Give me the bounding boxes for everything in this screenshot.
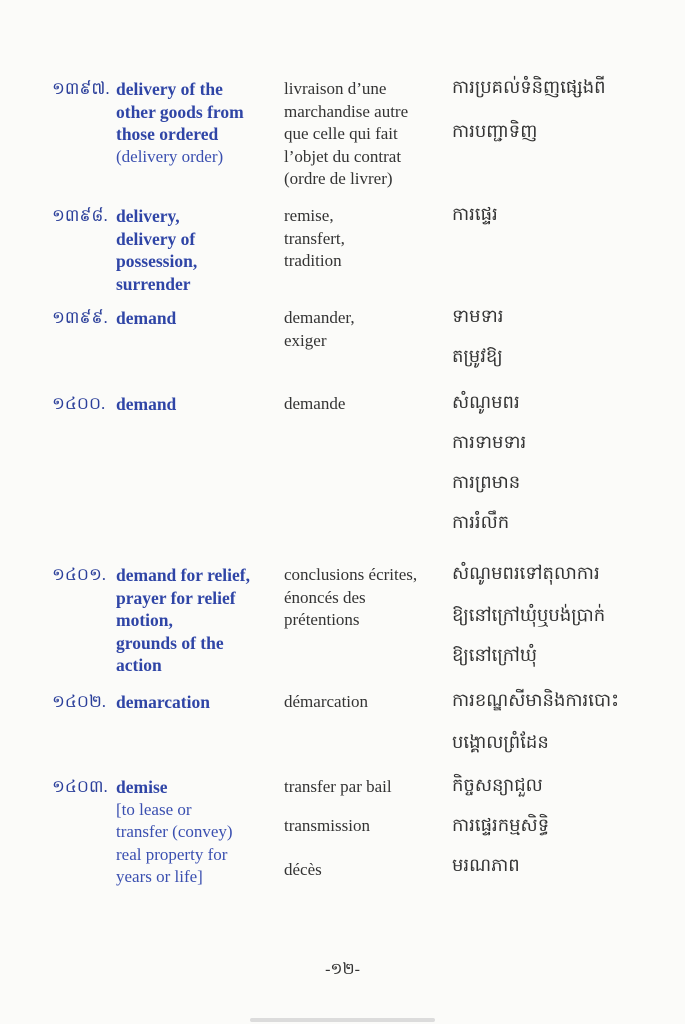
khmer-column xyxy=(452,70,677,150)
khmer-column xyxy=(452,683,677,761)
khmer-term: សំណូមពរទៅតុលាការ xyxy=(452,563,600,584)
french-column xyxy=(284,307,449,352)
entry-number: ១៣៩៧. xyxy=(52,79,110,98)
english-column xyxy=(116,564,281,677)
entry-number: ១៤០២. xyxy=(52,692,107,711)
french-column xyxy=(284,205,449,273)
french-column xyxy=(284,78,449,191)
entry-number: ១៣៩៨. xyxy=(52,206,108,225)
english-column xyxy=(116,776,281,889)
english-term: demand xyxy=(116,394,177,414)
page-number: -១២- xyxy=(325,961,360,978)
khmer-term: ឱ្យនៅក្រៅឃុំ xyxy=(452,645,537,666)
english-term: demarcation xyxy=(116,692,210,712)
french-term: transfer par bail xyxy=(284,777,392,796)
french-column xyxy=(284,691,449,714)
french-column xyxy=(284,393,449,416)
entry-number: ១៣៩៩. xyxy=(52,308,108,327)
english-column xyxy=(116,78,281,168)
french-column xyxy=(284,776,449,882)
khmer-term: ការរំលឹក xyxy=(452,512,510,533)
entry-number: ១៤០០. xyxy=(52,394,106,413)
khmer-column xyxy=(452,299,677,375)
french-term: conclusions écrites, énoncés des prétentions xyxy=(284,565,418,629)
french-term: transmission xyxy=(284,815,370,835)
khmer-term: ការទាមទារ xyxy=(452,432,527,453)
english-term: demise xyxy=(116,777,168,797)
french-column xyxy=(284,564,449,632)
english-term: demand xyxy=(116,308,177,328)
english-term: delivery, delivery of possession, surrender xyxy=(116,206,198,294)
entry-number: ១៤០៣. xyxy=(52,777,108,796)
english-term: delivery of the other goods from those ordered xyxy=(116,79,244,144)
khmer-term: ការខណ្ឌសីមានិងការបោះ xyxy=(452,690,619,711)
english-note: (delivery order) xyxy=(116,146,224,166)
french-term: décès xyxy=(284,860,322,879)
khmer-term: ការព្រមាន xyxy=(452,472,521,493)
khmer-term: ការប្រគល់ទំនិញផ្សេងពី xyxy=(452,77,606,98)
entry-number: ១៤០១. xyxy=(52,565,107,584)
english-term: demand for relief, prayer for relief motion, grounds of the action xyxy=(116,565,250,675)
french-term: remise, transfert, tradition xyxy=(284,206,345,270)
french-term: demander, exiger xyxy=(284,308,355,350)
khmer-term: ការផ្ទេរកម្មសិទ្ធិ xyxy=(452,815,550,836)
english-note: [to lease or transfer (convey) real property for years or life] xyxy=(116,799,233,886)
english-column xyxy=(116,393,281,416)
khmer-column xyxy=(452,556,677,674)
khmer-term: ការផ្ទេរ xyxy=(452,204,498,225)
french-term: démarcation xyxy=(284,692,369,711)
english-column xyxy=(116,205,281,295)
khmer-term: ឱ្យនៅក្រៅឃុំឬបង់ប្រាក់ xyxy=(452,605,606,626)
scan-edge-mark xyxy=(250,1018,435,1022)
khmer-term: សំណូមពរ xyxy=(452,392,520,413)
english-column xyxy=(116,307,281,330)
khmer-term: មរណភាព xyxy=(452,855,520,876)
french-term: livraison d’une marchandise autre que celle qui fait l’objet du contrat (ordre de livrer) xyxy=(284,79,409,188)
khmer-term: ទាមទារ xyxy=(452,306,504,327)
french-term: demande xyxy=(284,394,346,413)
khmer-column xyxy=(452,768,677,884)
khmer-column xyxy=(452,385,677,541)
khmer-column xyxy=(452,197,677,233)
khmer-term: ការបញ្ជាទិញ xyxy=(452,121,538,142)
khmer-term: តម្រូវឱ្យ xyxy=(452,346,503,367)
khmer-term: បង្គោលព្រំដែន xyxy=(452,732,549,753)
english-column xyxy=(116,691,281,714)
khmer-term: កិច្ចសន្យាជួល xyxy=(452,775,543,796)
